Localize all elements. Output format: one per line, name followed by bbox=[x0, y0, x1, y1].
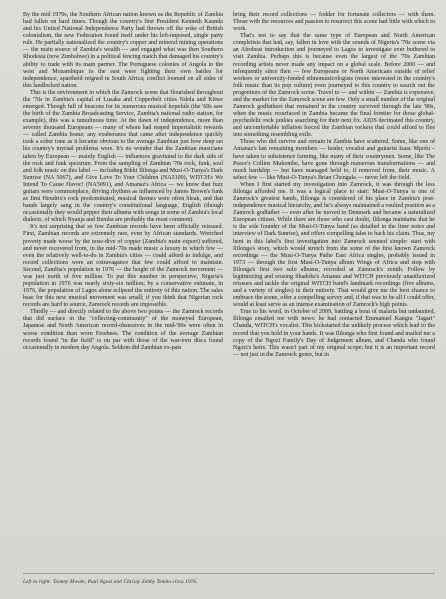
paragraph: That's not to say that the same type of European and North American completists that had, say, fallen in love with the sounds of Nigeria's '70s scene via an Afrobeat introduction and journeyed to Lagos to investigate ever bothered to visit Zambia. Perhaps this is because even the largest of the '70s Zambian recording artists never made any impact on a global scale. Before 2000 — and infrequently since then — few Europeans or North Americans outside of relief workers or university-funded ethnomusicologists (more interested in the country's folk music than its pop culture) even journeyed to this country to search out the progenitors of the Zamrock scene. Travel to — and within — Zambia is expensive, and the market for the Zamrock scene are few. Only a small number of the original Zamrock godfathers that remained in the country survived through the late '90s, when the music resurfaced in Zambia became the final frontier for those global-psychedelic rock junkies searching for their next fix. AIDS decimated this country, and uncomfortable inflation forced the Zambian rockers that could afford to flee into something resembling exile. bbox=[233, 33, 435, 139]
right-column bbox=[233, 12, 435, 359]
paragraph: When I first started my investigation into Zamrock, it was through the less Ililonga afforded me. It was a logical place to start: Musi-O-Tunya is one of Zamrock's greatest bands, Ililonga is considered of his place in Zambia's post-independence musical hierarchy, and he's always maintained a vaulted position as a Zamrock godfather — even after he moved to Denmark and became a naturalized European citizen. While there are those who cast doubt, Ililonga maintains that he is the sole founder of the Musi-O-Tunya band (as detailed in the liner notes and interview of Dark Sunrise), and offers compelling tales to back his claim. Thus, my bent in this label's first investigation into Zamrock seemed simple: start with Ililonga's story, which would stretch from the some of the first known Zamrock recordings — the Musi-O-Tunya Pathe East Africa singles, probably issued in 1973 — through the first Musi-O-Tunya album Wings of Africa and stop with Ililonga's first two solo albums, recorded at Zamrock's zenith. Follow by legitimizing and reusing Shadoks's Amanaz and WITCH previously unauthorized reissues and tackle the original WITCH band's landmark recordings (five albums, and a variety of singles) in their entirety. That would give me the best chance to embrace the scene, offer a compelling survey and, if that was to be all I could offer, would at least serve as an intense examination of Zamrock's high points. bbox=[233, 181, 435, 309]
paragraph: True to his word, in October of 2009, battling a bout of malaria but undaunted, Ililonga emailed me with news: he had contacted Emmanuel Kangra "Jagari" Chanda, WITCH's vocalist. This kickstarted the unlikely process which lead to the record that you hold in your hands. It was Ililonga who first found and mailed me a copy of the Ngozi Family's Day of Judgement album, and Chanda who found Ngozi's heirs. This wasn't part of my original scope; but it is an important record — not just in the Zamrock genre, but in bbox=[233, 309, 435, 358]
paragraph: This is the environment in which the Zamrock scene that flourished throughout the '70s in Zambia's capital of Lusaka and Copperbelt cities Ndola and Kitwe emerged. Though full of beacons for its numerous musical hopefuls (the '60s saw the birth of the Zambia Broadcasting Service, Zambia's national radio station, for example), this was a tumultuous time. At the dawn of independence, more than seventy thousand Europeans — many of whom had reaped imperialistic rewards — called Zambia home; any exuberance that came after independence quickly took a sober tone as it became obvious to the average Zambian just how deep set his country's myriad problems were. It's no wonder that the Zambian musicians taken by European — mainly English — influences gravitated to the dark side of the rock and funk spectrum. From the sampling of Zambian '70s rock, funk, soul and folk music on this label — including Rikki Ililonga and Musi-O-Tunya's Dark Sunrise (NA 5067), and Give Love To Your Children (NA5109), WITCH's We Intend To Cause Havoc! (NA5091), and Amanaz's Africa — we know that fuzz guitars were commonplace, driving rhythms as influenced by James Brown's funk as Jimi Hendrix's rock predominated, musical themes were often bleak, and that bands largely sang in the country's constitutional language, English (though occasionally they would pepper their albums with songs in some of Zambia's local dialects, of which Nyanja and Bemba are probably the most common). bbox=[23, 89, 223, 224]
left-column bbox=[23, 12, 223, 352]
caption-divider bbox=[23, 573, 435, 574]
paragraph: Those who did survive and remain in Zambia have scattered. Some, like one of Amanaz's last remaining members — leader, vocalist and guitarist Isaac Mpofu – have taken to subsistence farming, like many of their countrymen. Some, like The Peace's Collins Mukombe, have gone through numerous transformations — and much hardship — but have managed hold to, if removed from, their music. A select few — like Musi-O-Tunya's Brian Chengala — never left the field. bbox=[233, 139, 435, 181]
photo-caption: Left to right: Tommy Mwale, Paul Ngozi and Chrissy Zebby Tembo circa 1976. bbox=[23, 579, 198, 585]
paragraph: It's not surprising that so few Zambian records have been officially reissued. First, Zambian records are extremely rare, even by African standards. Wretched poverty made worse by the nose-dive of copper (Zambia's main export) suffered, and never recovered from, in the mid-'70s made music a luxury in which few — even the relatively well-to-do in Zambia's cities — could afford to indulge, and record collections were an extravagance that few could afford to maintain. Second, Zambia's population in 1976 — the height of the Zamrock movement — was just north of five million. To put this number in perspective, Nigeria's population in 1976 was nearly sixty-six million; by a conservative estimate, in 1976, the population of Lagos alone eclipsed the entirety of this nation. The sales base for this new musical movement was small; if you think that Nigerian rock records are hard to source, Zamrock records are impossible. bbox=[23, 224, 223, 309]
paragraph: Thirdly — and directly related to the above two points — the Zamrock records that did surface in the "collecting-community" of the moneyed European, Japanese and North American record-obsessives in the mid-'90s were often in worse condition than worn Freebees. The condition of the average Zambian records found "in the field" is on par with those of the war-torn discs found occasionally in modern day Angola. Seldom did Zambian ex-pats bbox=[23, 309, 223, 351]
paragraph: bring their record collections — fodder for fortunate collectors — with them. Those with the resources and passion to resurrect this scene had little with which to work. bbox=[233, 12, 435, 33]
paragraph: By the mid 1970s, the Southern African nation known as the Republic of Zambia had fallen on hard times. Though the country's first President Kenneth Kaunda and his United National Independence Party had thrown off the yoke of British colonialism, the new Federation found itself under his left-imposed, single party rule. He partially nationalized the country's copper and mineral mining operations — the main source of Zambia's wealth — and engaged what was then Southern Rhodesia (now Zimbabwe) in a political fencing match that damaged his country's ability to trade with its main partner. The Portuguese colonies of Angola to the west and Mozambique to the east were fighting their own battles for independence; apartheid reigned in South Africa; conflict loomed on all sides of this landlocked nation. bbox=[23, 12, 223, 89]
